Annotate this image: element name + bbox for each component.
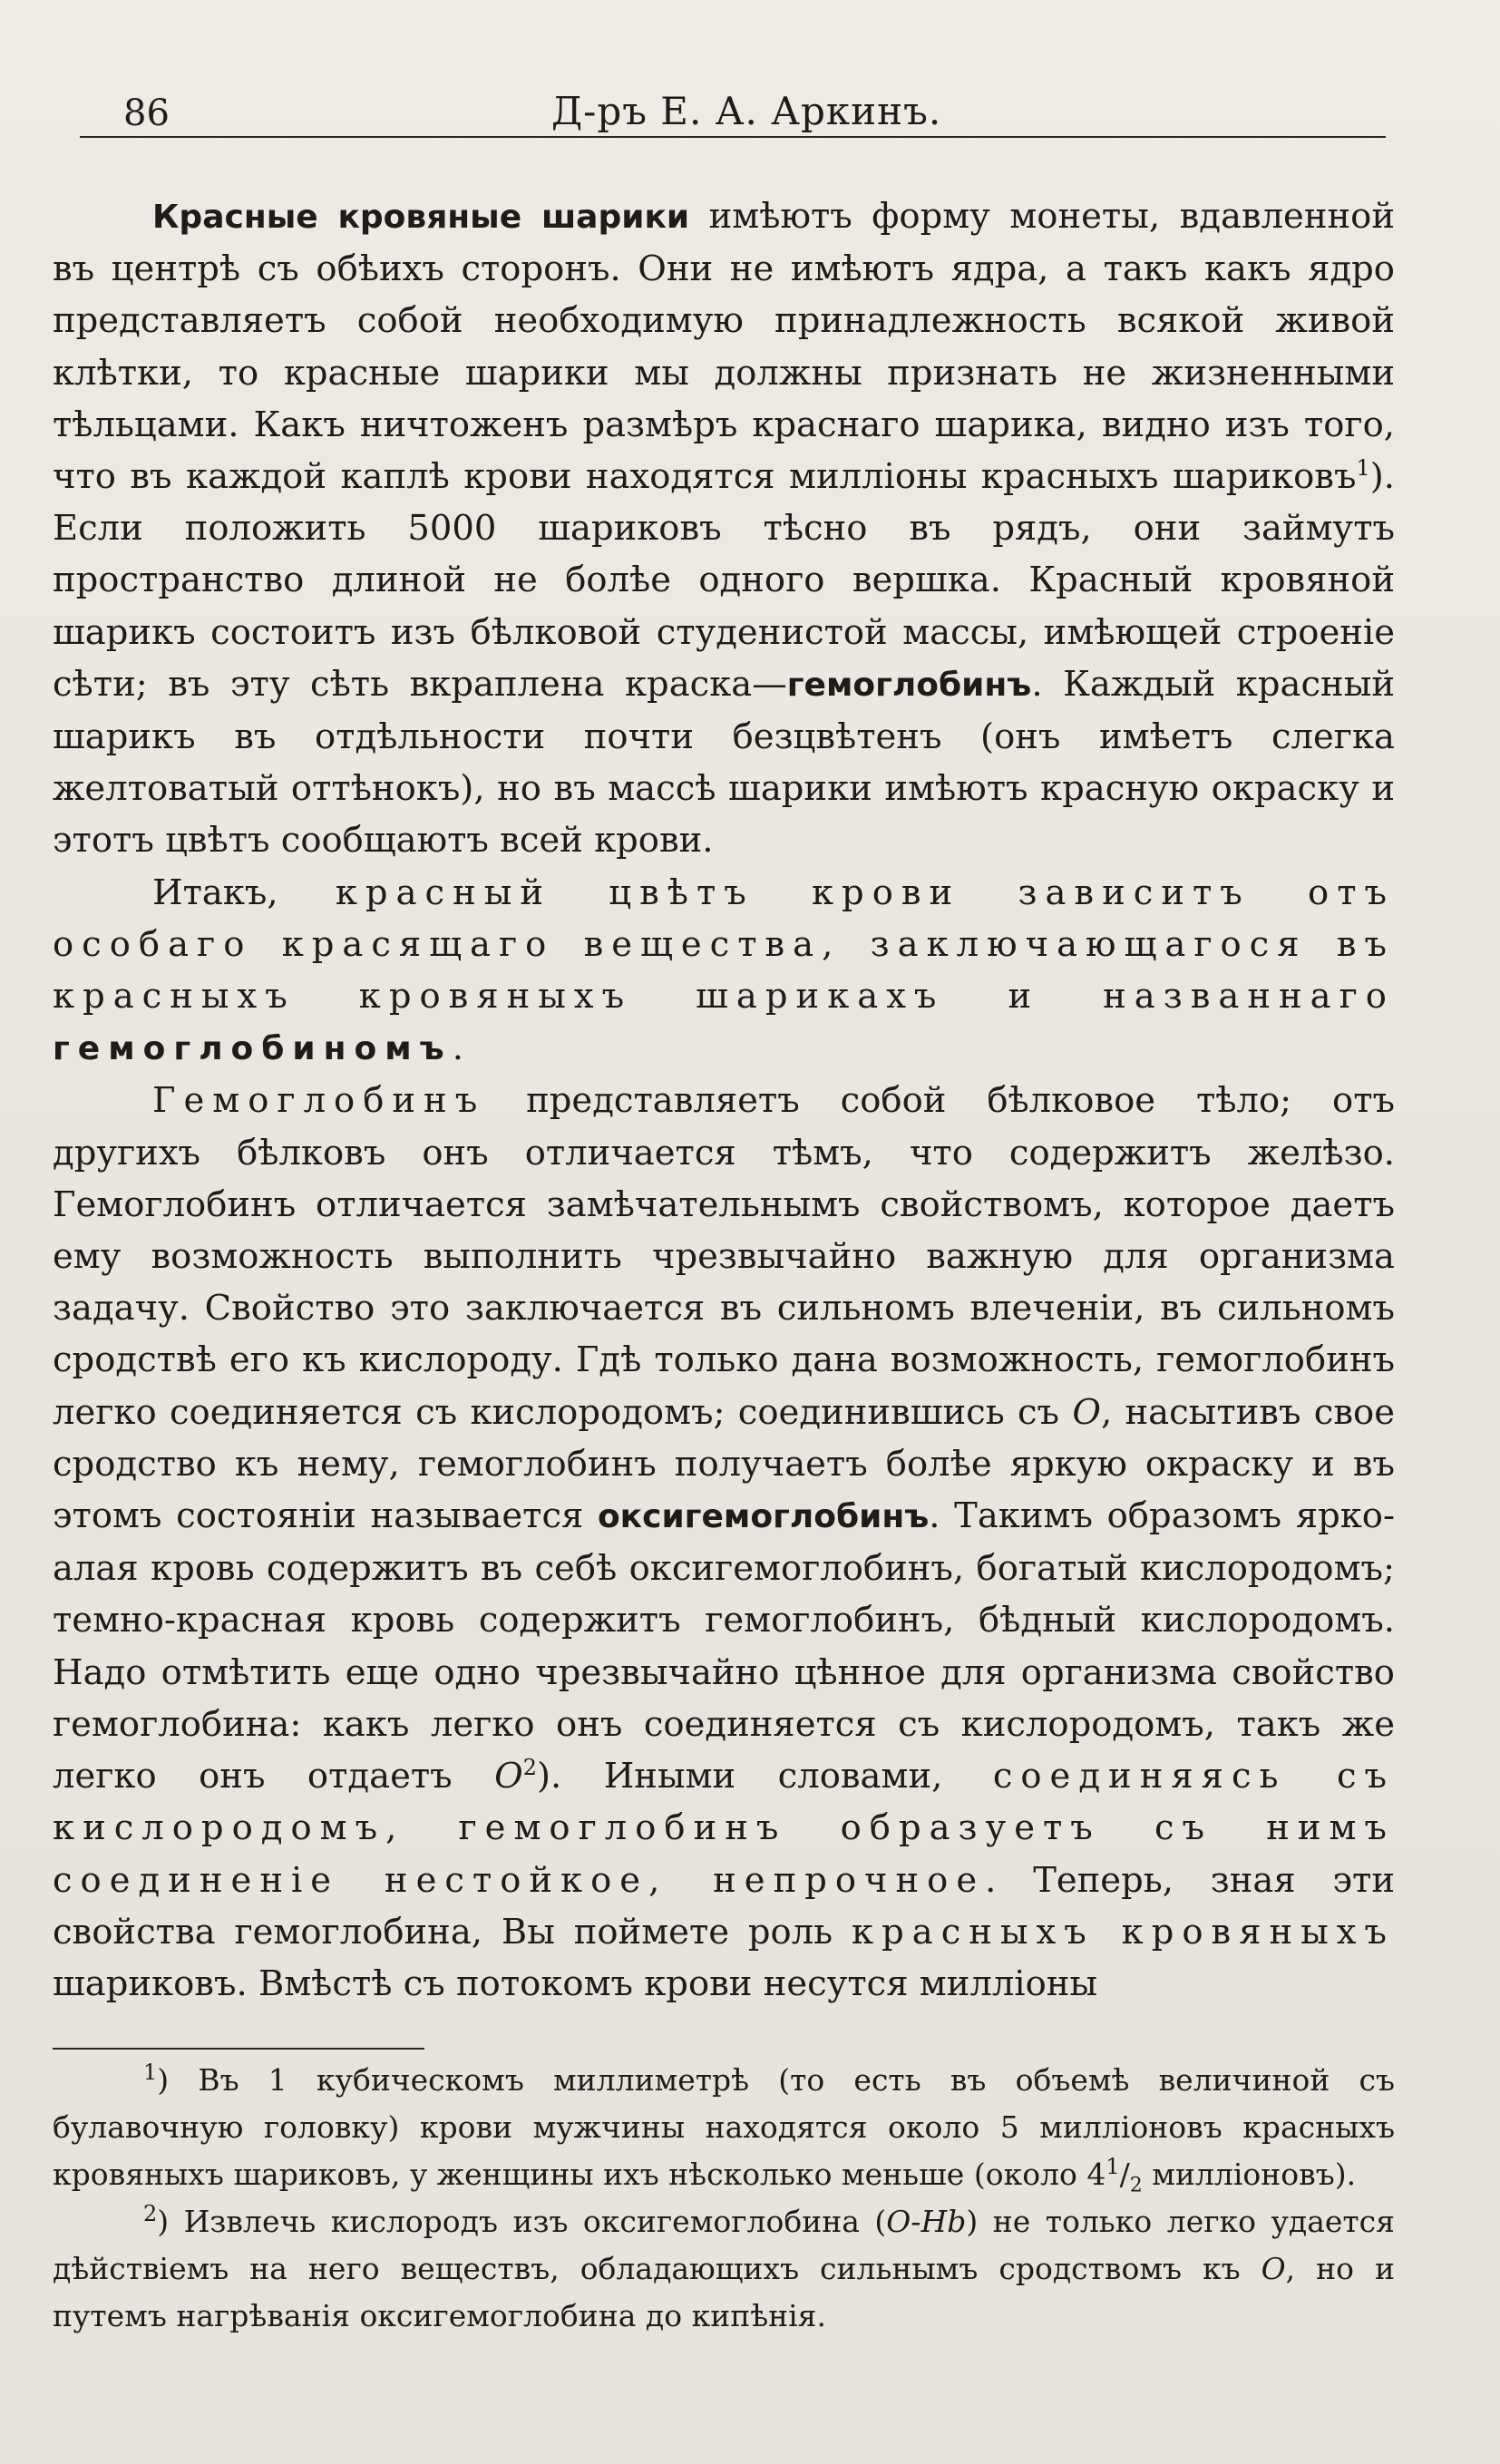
footnote-1-mark: 1	[143, 2060, 158, 2085]
header-rule	[80, 136, 1386, 138]
term-red-blood-cells: Красные кровяные шарики	[152, 199, 690, 236]
paragraph-2-lead: Итакъ,	[152, 872, 278, 913]
footnotes	[53, 2057, 1395, 2340]
paragraph-2	[53, 867, 1395, 1076]
footnote-2-text: ) Извлечь кислородъ изъ оксигемоглобина (	[157, 2204, 887, 2239]
paragraph-1-text: имѣютъ форму монеты, вдавленной въ центрѣ съ обѣихъ сторонъ. Они не имѣютъ ядра, а такъ какъ ядро представляетъ собой необходимую принадлежность всякой живой клѣтки, то красные шарики мы должны признать не жизненными тѣльцами. Какъ ничтоженъ размѣръ краснаго шарика, видно изъ того, что въ каждой каплѣ крови находятся милліоны красныхъ шариковъ	[53, 196, 1395, 498]
formula-o-hb: О-Hb	[886, 2204, 967, 2239]
footnote-2-text-2: ) не только легко удается дѣйствіемъ на него веществъ, обладающихъ сильнымъ сродствомъ къ	[53, 2204, 1395, 2286]
oxygen-symbol-2: О	[494, 1756, 523, 1797]
footnote-1: $^1$) Въ 1 кубическомъ миллиметрѣ (то есть въ объемѣ величиной съ булавочную головку) крови мужчины находятся около 5 милліоновъ красныхъ кровяныхъ шариковъ, у женщины ихъ нѣсколько меньше (около $4^1/_2$ милліоновъ).	[53, 2060, 1395, 2197]
paragraph-2-end: .	[452, 1027, 463, 1069]
footnote-1-text: ) Въ 1 кубическомъ миллиметрѣ (то есть въ объемѣ величиной съ булавочную головку) крови мужчины находятся около 5 милліоновъ красныхъ кровяныхъ шариковъ, у женщины ихъ нѣсколько меньше (около 4	[53, 2062, 1395, 2192]
paragraph-1-text-2: ). Если положить 5000 шариковъ тѣсно въ рядъ, они займутъ пространство длиной не болѣе одного вершка. Красный кровяной шарикъ состоитъ изъ бѣлковой студенистой массы, имѣющей строеніе сѣти; въ эту сѣть вкраплена краска—	[53, 456, 1395, 705]
paragraph-1-text-3: . Каждый красный шарикъ въ отдѣльности почти безцвѣтенъ (онъ имѣетъ слегка желтоватый оттѣнокъ), но въ массѣ шарики имѣютъ красную окраску и этотъ цвѣтъ сообщаютъ всей крови.	[53, 663, 1395, 862]
footnote-1-fraction-denominator: 2	[1129, 2174, 1143, 2197]
footnote-1-text-2: милліоновъ).	[1142, 2157, 1357, 2192]
footnote-2-mark: 2	[143, 2201, 158, 2226]
term-hemoglobin: гемоглобинъ	[786, 666, 1032, 704]
term-hemoglobinom: гемоглобиномъ	[53, 1030, 453, 1068]
oxygen-symbol-3: О	[1261, 2251, 1286, 2286]
body-text	[53, 190, 1395, 2010]
oxygen-symbol-1: О	[1072, 1391, 1101, 1433]
footnote-ref-1: 1	[1356, 455, 1370, 482]
footnote-2-text-3: , но и путемъ нагрѣванія оксигемоглобина до кипѣнія.	[53, 2251, 1395, 2333]
paragraph-3-emphasis-1: соединяясь съ кислородомъ, гемоглобинъ образуетъ съ нимъ соединеніе нестойкое, непрочное	[53, 1756, 1395, 1901]
footnote-1-fraction-numerator: 1	[1106, 2154, 1120, 2179]
running-head: Д-ръ Е. А. Аркинъ.	[551, 89, 942, 133]
paragraph-3-text-3: . Такимъ образомъ ярко-алая кровь содержитъ въ себѣ оксигемоглобинъ, богатый кислородомъ; темно-красная кровь содержитъ гемоглобинъ, бѣдный кислородомъ. Надо отмѣтить еще одно чрезвычайно цѣнное для организма свойство гемоглобина: какъ легко онъ соединяется съ кислородомъ, такъ же легко онъ отдаетъ	[53, 1495, 1395, 1797]
paragraph-3-text-6: шариковъ. Вмѣстѣ съ потокомъ крови несутся милліоны	[53, 1962, 1098, 2004]
paragraph-3-text-4: ). Иными словами,	[536, 1756, 943, 1797]
footnote-2	[53, 2198, 1395, 2340]
term-oxyhemoglobin: оксигемоглобинъ	[597, 1498, 930, 1536]
paragraph-3-emphasis-2: красныхъ кровяныхъ	[852, 1911, 1396, 1953]
paragraph-3-lead: Гемоглобинъ	[152, 1080, 486, 1122]
paragraph-3-text-5: . Теперь, зная эти свойства гемоглобина, Вы поймете роль	[53, 1859, 1395, 1953]
paragraph-1	[53, 190, 1395, 867]
page-header	[80, 83, 1386, 138]
page-number: 86	[123, 93, 170, 134]
paragraph-3-text-2: , насытивъ свое сродство къ нему, гемоглобинъ получаетъ болѣе яркую окраску и въ этомъ состояніи называется	[53, 1391, 1395, 1537]
paragraph-2-emphasis: красный цвѣтъ крови зависитъ отъ особаго красящаго вещества, заключающагося въ красныхъ кровяныхъ шарикахъ и названнаго	[53, 872, 1395, 1018]
footnote-rule	[53, 2048, 424, 2050]
paragraph-3-text: представляетъ собой бѣлковое тѣло; отъ другихъ бѣлковъ онъ отличается тѣмъ, что содержитъ желѣзо. Гемоглобинъ отличается замѣчательнымъ свойствомъ, которое даетъ ему возможность выполнить чрезвычайно важную для организма задачу. Свойство это заключается въ сильномъ влеченіи, въ сильномъ сродствѣ его къ кислороду. Гдѣ только дана возможность, гемоглобинъ легко соединяется съ кислородомъ; соединившись съ	[53, 1080, 1395, 1433]
paragraph-3	[53, 1075, 1395, 2010]
footnote-ref-2: 2	[522, 1755, 537, 1781]
